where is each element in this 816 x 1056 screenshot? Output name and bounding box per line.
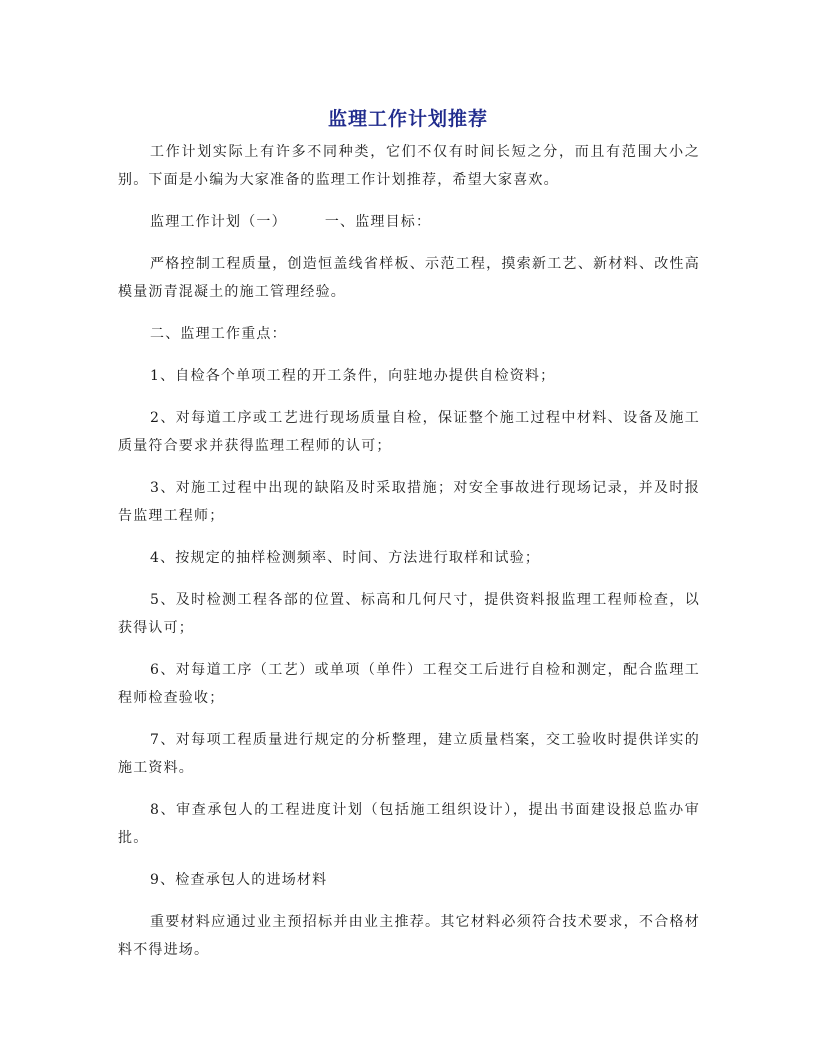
list-item: 2、对每道工序或工艺进行现场质量自检，保证整个施工过程中材料、设备及施工质量符合要求并获得监理工程师的认可；	[118, 410, 700, 454]
focus-heading: 二、监理工作重点：	[150, 326, 287, 342]
list-item: 5、及时检测工程各部的位置、标高和几何尺寸，提供资料报监理工程师检查，以获得认可；	[118, 592, 700, 636]
list-item: 4、按规定的抽样检测频率、时间、方法进行取样和试验；	[150, 550, 541, 566]
section-title: 监理工作计划（一）	[150, 214, 287, 230]
list-item: 重要材料应通过业主预招标并由业主推荐。其它材料必须符合技术要求，不合格材料不得进场。	[118, 914, 700, 958]
list-item: 3、对施工过程中出现的缺陷及时采取措施；对安全事故进行现场记录，并及时报告监理工程师；	[118, 480, 700, 524]
section-heading-row	[118, 208, 700, 236]
list-item: 6、对每道工序（工艺）或单项（单件）工程交工后进行自检和测定，配合监理工程师检查验收；	[118, 662, 700, 706]
goal-heading: 一、监理目标：	[324, 214, 432, 230]
document-title: 监理工作计划推荐	[327, 108, 488, 130]
list-item: 9、检查承包人的进场材料	[150, 872, 328, 888]
intro-paragraph: 工作计划实际上有许多不同种类，它们不仅有时间长短之分，而且有范围大小之别。下面是小编为大家准备的监理工作计划推荐，希望大家喜欢。	[118, 144, 700, 188]
list-item: 8、审查承包人的工程进度计划（包括施工组织设计），提出书面建设报总监办审批。	[118, 802, 700, 846]
list-item: 1、自检各个单项工程的开工条件，向驻地办提供自检资料；	[150, 368, 556, 384]
document-body	[118, 138, 700, 978]
list-item: 7、对每项工程质量进行规定的分析整理，建立质量档案，交工验收时提供详实的施工资料。	[118, 732, 700, 776]
goal-paragraph: 严格控制工程质量，创造恒盖线省样板、示范工程，摸索新工艺、新材料、改性高模量沥青混凝土的施工管理经验。	[118, 256, 700, 300]
